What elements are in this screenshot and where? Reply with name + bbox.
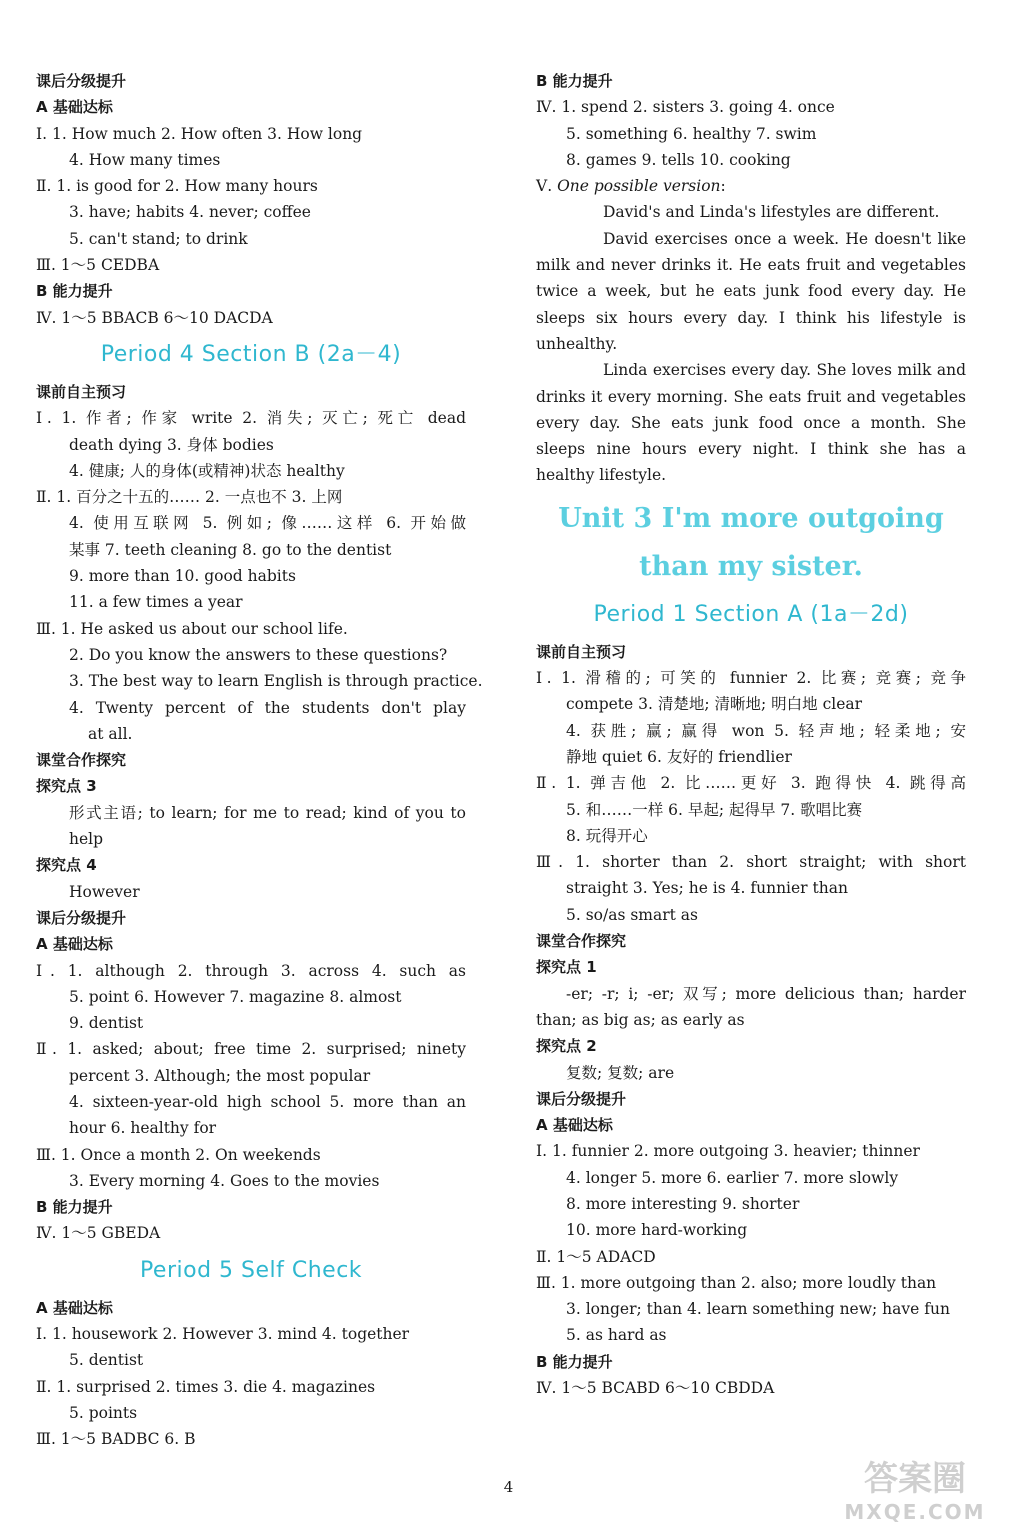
answer-line: Ⅱ. 1. 百分之十五的…… 2. 一点也不 3. 上网 (36, 488, 343, 507)
watermark-logo (825, 1458, 1005, 1530)
answer-line: drinks it every morning. She eats fruit and vegetables (536, 387, 966, 406)
answer-line: Ⅲ. 1. shorter than 2. short straight; with short (536, 853, 966, 872)
answer-line: Linda exercises every day. She loves milk and (603, 361, 966, 380)
answer-line: 4. 获胜; 赢; 赢得 won 5. 轻声地; 轻柔地; 安 (566, 721, 966, 740)
answer-line: 某事 7. teeth cleaning 8. go to the dentist (69, 540, 392, 559)
answer-line: help (69, 830, 104, 849)
watermark-site: MXQE.COM (844, 1500, 986, 1524)
answer-line: 2. Do you know the answers to these questions? (69, 645, 448, 664)
answer-line: David's and Linda's lifestyles are different. (603, 203, 940, 222)
answer-line: Ⅰ. 1. housework 2. However 3. mind 4. together (36, 1325, 410, 1344)
answer-line: 11. a few times a year (69, 593, 243, 612)
answer-line: Ⅱ. 1. 弹吉他 2. 比……更好 3. 跑得快 4. 跳得高 (536, 774, 966, 793)
answer-line: milk and never drinks it. He eats fruit and vegetables (536, 256, 966, 275)
page-number: 4 (503, 1478, 514, 1496)
answer-line: 5. 和……一样 6. 早起; 起得早 7. 歌唱比赛 (566, 800, 863, 819)
block-heading: 课前自主预习 (36, 382, 127, 401)
unit-heading: Unit 3 I'm more outgoing (558, 502, 944, 534)
answer-line: 9. more than 10. good habits (69, 567, 296, 586)
answer-line: Ⅱ. 1. is good for 2. How many hours (36, 177, 318, 196)
answer-line: Ⅲ. 1～5 BADBC 6. B (36, 1430, 196, 1449)
answer-line: Ⅳ. 1～5 GBEDA (36, 1224, 161, 1243)
answer-line: Ⅱ. 1. asked; about; free time 2. surprised; ninety (36, 1040, 466, 1059)
block-heading: 课堂合作探究 (536, 932, 627, 951)
answer-line: -er; -r; i; -er; 双写; more delicious than; harder (566, 984, 966, 1003)
block-heading: 课前自主预习 (536, 642, 627, 661)
answer-line: 4. How many times (69, 150, 221, 169)
answer-line: 3. The best way to learn English is through practice. (69, 672, 483, 691)
block-heading: 探究点 1 (536, 958, 597, 977)
answer-line: 5. as hard as (566, 1326, 667, 1345)
answer-line: 9. dentist (69, 1014, 144, 1033)
block-heading: 课后分级提升 (36, 72, 127, 90)
answer-line: Ⅰ. 1. funnier 2. more outgoing 3. heavier; thinner (536, 1142, 920, 1161)
answer-line: Ⅲ. 1～5 CEDBA (36, 256, 160, 275)
block-heading: 课后分级提升 (36, 908, 127, 927)
answer-line: Ⅰ. 1. although 2. through 3. across 4. such as (36, 961, 466, 980)
answer-line: David exercises once a week. He doesn't like (603, 229, 966, 248)
block-heading: A 基础达标 (36, 98, 113, 117)
answer-line: 4. sixteen-year-old high school 5. more than an (69, 1092, 466, 1111)
answer-line: Ⅰ. 1. 作者; 作家 write 2. 消失; 灭亡; 死亡 dead (36, 409, 466, 428)
answer-line: 3. Every morning 4. Goes to the movies (69, 1171, 380, 1190)
answer-line: sleeps six hours every day. I think his lifestyle is (536, 308, 966, 327)
answer-line: Ⅲ. 1. Once a month 2. On weekends (36, 1145, 321, 1164)
answer-line: 3. longer; than 4. learn something new; have fun (566, 1300, 950, 1319)
answer-line: Ⅰ. 1. 滑稽的; 可笑的 funnier 2. 比赛; 竞赛; 竞争 (536, 669, 966, 688)
answer-line: Ⅱ. 1. surprised 2. times 3. die 4. magazines (36, 1377, 376, 1396)
answer-line: 8. games 9. tells 10. cooking (566, 150, 791, 169)
answer-line: 5. can't stand; to drink (69, 229, 248, 248)
unit-heading: than my sister. (639, 550, 863, 582)
block-heading: B 能力提升 (36, 1198, 113, 1217)
answer-line: than; as big as; as early as (536, 1010, 745, 1029)
answer-line: 4. Twenty percent of the students don't play (69, 698, 466, 717)
answer-line: 8. more interesting 9. shorter (566, 1194, 800, 1213)
answer-line: However (69, 882, 140, 901)
answer-line: Ⅰ. 1. How much 2. How often 3. How long (36, 124, 363, 143)
answer-line: 5. point 6. However 7. magazine 8. almost (69, 987, 402, 1006)
block-heading: A 基础达标 (36, 1298, 113, 1317)
block-heading: 课堂合作探究 (36, 751, 127, 770)
answer-line: every day. She eats junk food once a month. She (536, 413, 966, 432)
block-heading: 课后分级提升 (536, 1089, 627, 1108)
answer-line: 4. 使用互联网 5. 例如; 像……这样 6. 开始做 (69, 514, 466, 533)
answer-line: Ⅲ. 1. He asked us about our school life. (36, 619, 348, 638)
block-heading: A 基础达标 (536, 1116, 613, 1135)
block-heading: B 能力提升 (536, 72, 613, 90)
block-heading: B 能力提升 (36, 282, 113, 301)
answer-line: 5. points (69, 1403, 138, 1422)
answer-line: percent 3. Although; the most popular (69, 1066, 371, 1085)
answer-line: sleeps nine hours every night. I think she has a (536, 440, 966, 459)
answer-line: straight 3. Yes; he is 4. funnier than (566, 879, 848, 898)
answer-line: compete 3. 清楚地; 清晰地; 明白地 clear (566, 695, 863, 714)
answer-line: 5. dentist (69, 1351, 144, 1370)
answer-line: unhealthy. (536, 334, 618, 353)
answer-line: Ⅴ. One possible version: (536, 177, 726, 196)
answer-line: 4. 健康; 人的身体(或精神)状态 healthy (69, 461, 345, 480)
answer-line: 3. have; habits 4. never; coffee (69, 203, 311, 222)
answer-line: at all. (88, 724, 133, 743)
section-heading: Period 1 Section A (1a－2d) (593, 601, 909, 627)
answer-line: hour 6. healthy for (69, 1119, 217, 1138)
block-heading: 探究点 2 (536, 1037, 597, 1056)
answer-line: death dying 3. 身体 bodies (69, 435, 274, 454)
answer-line: Ⅲ. 1. more outgoing than 2. also; more loudly than (536, 1273, 937, 1292)
answer-line: healthy lifestyle. (536, 466, 667, 485)
answer-line: Ⅳ. 1. spend 2. sisters 3. going 4. once (536, 98, 835, 117)
block-heading: B 能力提升 (536, 1352, 613, 1371)
answer-line: 静地 quiet 6. 友好的 friendlier (566, 747, 792, 766)
right-column (536, 68, 966, 1401)
answer-line: 形式主语; to learn; for me to read; kind of you to (69, 803, 466, 822)
block-heading: 探究点 3 (36, 777, 97, 796)
answer-line: 10. more hard-working (566, 1221, 748, 1240)
block-heading: A 基础达标 (36, 935, 113, 954)
answer-line: 8. 玩得开心 (566, 826, 648, 845)
left-column (36, 68, 483, 1453)
answer-line: Ⅱ. 1～5 ADACD (536, 1247, 656, 1266)
watermark-text: 答案圈 (864, 1459, 966, 1499)
section-heading: Period 4 Section B (2a－4) (100, 341, 402, 367)
block-heading: 探究点 4 (36, 856, 97, 875)
section-heading: Period 5 Self Check (139, 1257, 363, 1283)
answer-line: 5. so/as smart as (566, 905, 698, 924)
answer-line: 复数; 复数; are (566, 1063, 675, 1082)
answer-line: 4. longer 5. more 6. earlier 7. more slowly (566, 1168, 899, 1187)
answer-line: Ⅳ. 1～5 BCABD 6～10 CBDDA (536, 1379, 775, 1398)
answer-line: Ⅳ. 1～5 BBACB 6～10 DACDA (36, 308, 273, 327)
answer-line: twice a week, but he eats junk food every day. He (536, 282, 966, 301)
answer-line: 5. something 6. healthy 7. swim (566, 124, 817, 143)
